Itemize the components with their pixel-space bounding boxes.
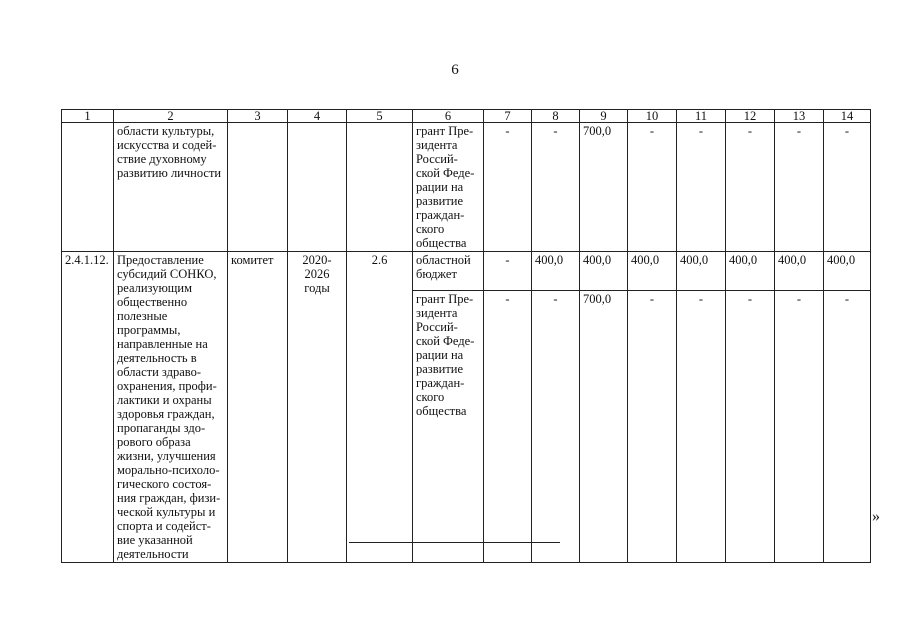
value-cell: - xyxy=(677,123,726,252)
value-cell: 400,0 xyxy=(824,252,871,291)
table-row xyxy=(62,123,871,252)
value-cell: - xyxy=(824,290,871,562)
column-header: 11 xyxy=(677,110,726,123)
column-header: 1 xyxy=(62,110,114,123)
period-cell xyxy=(288,123,347,252)
value-cell: 400,0 xyxy=(628,252,677,291)
description-cell: области культуры, искусства и содей- ствие духовному развитию личности xyxy=(114,123,228,252)
value-cell: - xyxy=(824,123,871,252)
column-header: 12 xyxy=(726,110,775,123)
period-cell: 2020- 2026 годы xyxy=(288,252,347,563)
executor-cell: комитет xyxy=(228,252,288,563)
value-cell: - xyxy=(532,123,580,252)
value-cell: - xyxy=(775,290,824,562)
row-number-cell xyxy=(62,123,114,252)
value-cell: 400,0 xyxy=(726,252,775,291)
row-number-cell: 2.4.1.12. xyxy=(62,252,114,563)
value-cell: - xyxy=(628,290,677,562)
column-header: 9 xyxy=(580,110,628,123)
value-cell: - xyxy=(726,123,775,252)
footer-rule xyxy=(349,542,560,543)
column-header: 3 xyxy=(228,110,288,123)
column-header: 14 xyxy=(824,110,871,123)
indicator-cell xyxy=(347,123,413,252)
value-cell: - xyxy=(532,290,580,562)
closing-quote: » xyxy=(872,508,880,525)
value-cell: - xyxy=(677,290,726,562)
column-header: 7 xyxy=(484,110,532,123)
page-number: 6 xyxy=(451,62,459,78)
column-header: 5 xyxy=(347,110,413,123)
column-number-row xyxy=(62,110,871,123)
value-cell: - xyxy=(726,290,775,562)
column-header: 10 xyxy=(628,110,677,123)
funding-source-cell: грант Пре- зидента Россий- ской Феде- рации на развитие граждан- ского общества xyxy=(413,290,484,562)
funding-source-cell: грант Пре- зидента Россий- ской Феде- рации на развитие граждан- ского общества xyxy=(413,123,484,252)
table-row xyxy=(62,252,871,291)
program-table xyxy=(61,109,871,563)
value-cell: 700,0 xyxy=(580,123,628,252)
value-cell: - xyxy=(484,123,532,252)
column-header: 2 xyxy=(114,110,228,123)
value-cell: - xyxy=(484,290,532,562)
value-cell: 400,0 xyxy=(580,252,628,291)
description-cell: Предоставление субсидий СОНКО, реализующим общественно полезные программы, направленные на деятельность в области здраво- охранения, профи- лактики и охраны здоровья граждан, пропаганды здо- рового образа жизни, улучшения морально-психоло- гического состоя- ния граждан, физи- ческой культуры и спорта и содейст- вие указанной деятельности xyxy=(114,252,228,563)
executor-cell xyxy=(228,123,288,252)
column-header: 8 xyxy=(532,110,580,123)
value-cell: 400,0 xyxy=(775,252,824,291)
column-header: 4 xyxy=(288,110,347,123)
column-header: 6 xyxy=(413,110,484,123)
value-cell: 700,0 xyxy=(580,290,628,562)
indicator-cell: 2.6 xyxy=(347,252,413,563)
value-cell: - xyxy=(775,123,824,252)
value-cell: - xyxy=(628,123,677,252)
value-cell: - xyxy=(484,252,532,291)
value-cell: 400,0 xyxy=(677,252,726,291)
funding-source-cell: областной бюджет xyxy=(413,252,484,291)
value-cell: 400,0 xyxy=(532,252,580,291)
column-header: 13 xyxy=(775,110,824,123)
